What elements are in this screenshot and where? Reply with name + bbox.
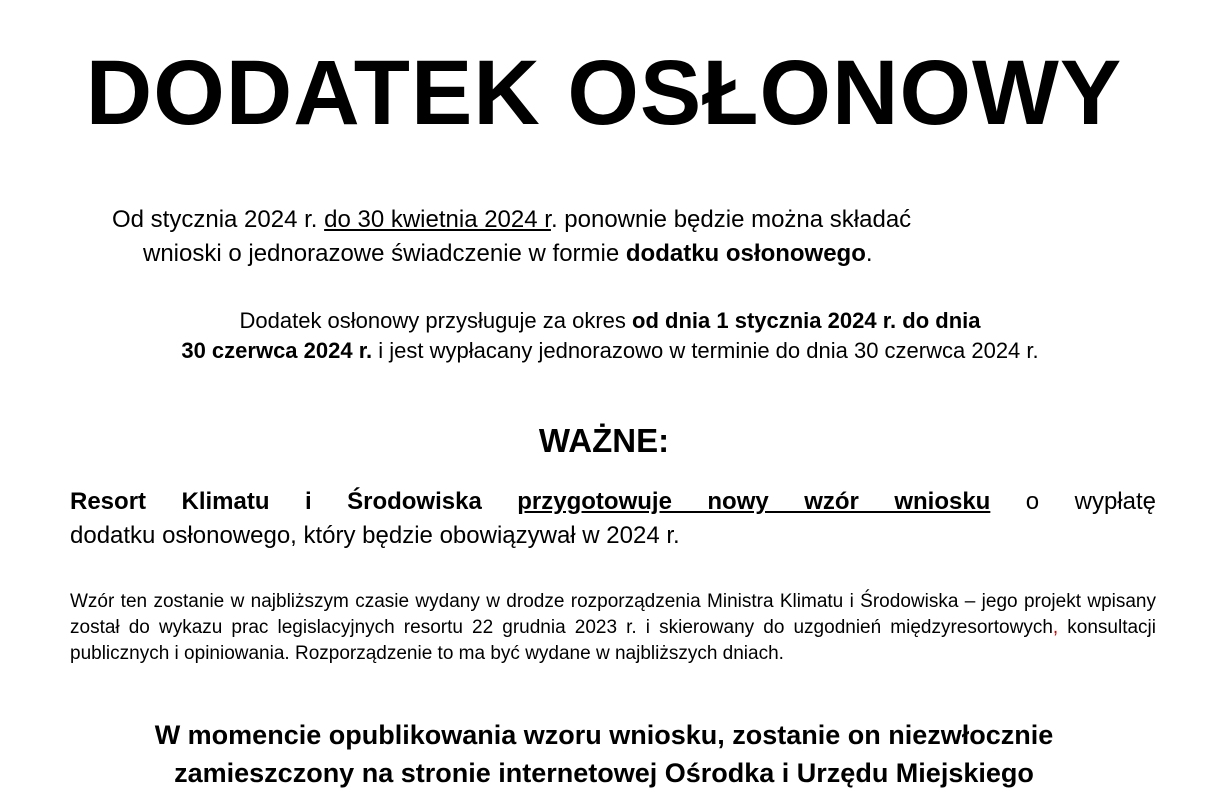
intro-text: wnioski o jednorazowe świadczenie w formie xyxy=(143,240,626,267)
page-title: DODATEK OSŁONOWY xyxy=(85,42,1123,144)
resort-line-2: dodatku osłonowego, który będzie obowiązywał w 2024 r. xyxy=(70,522,680,549)
intro-text: Od stycznia 2024 r. xyxy=(112,206,325,233)
benefit-name: dodatku osłonowego xyxy=(625,240,866,267)
intro-text: . ponownie będzie można składać xyxy=(550,206,912,233)
final-line-1: W momencie opublikowania wzoru wniosku, zostanie on niezwłocznie xyxy=(154,720,1054,750)
new-form-notice: przygotowuje nowy wzór wniosku xyxy=(517,488,991,515)
period-text: i jest wypłacany jednorazowo w terminie do dnia 30 czerwca 2024 r. xyxy=(372,338,1039,363)
period-range: od dnia 1 stycznia 2024 r. do dnia xyxy=(632,308,981,333)
intro-line-2 xyxy=(60,237,1160,271)
final-line-2: zamieszczony na stronie internetowej Ośrodka i Urzędu Miejskiego xyxy=(174,758,1034,788)
red-comma: , xyxy=(1052,617,1059,638)
period-text: Dodatek osłonowy przysługuje za okres xyxy=(239,308,633,333)
description-text: Wzór ten zostanie w najbliższym czasie wydany w drodze rozporządzenia Ministra Klimatu i Środowiska – jego projekt wpisany został do wykazu prac legislacyjnych resortu 22 grudnia 2023 r. i skierowany do uzgodnień międzyresortowych xyxy=(70,591,1156,638)
intro-line-1 xyxy=(60,203,1160,237)
ministry-name: Resort Klimatu i Środowiska xyxy=(70,488,482,515)
description-paragraph xyxy=(70,589,1156,667)
intro-text: . xyxy=(865,240,873,267)
resort-line-1 xyxy=(70,485,1156,519)
deadline-date: do 30 kwietnia 2024 r xyxy=(324,206,551,233)
period-paragraph xyxy=(60,306,1160,366)
description-text: konsultacji publicznych i opiniowania. Rozporządzenie to ma być wydane w najbliższych dniach. xyxy=(70,617,1156,664)
intro-paragraph xyxy=(60,203,1160,271)
important-heading: WAŻNE: xyxy=(538,422,670,459)
final-notice xyxy=(0,716,1208,792)
resort-text: o wypłatę xyxy=(990,488,1156,515)
period-end-date: 30 czerwca 2024 r. xyxy=(181,338,373,363)
resort-paragraph xyxy=(70,485,1156,553)
